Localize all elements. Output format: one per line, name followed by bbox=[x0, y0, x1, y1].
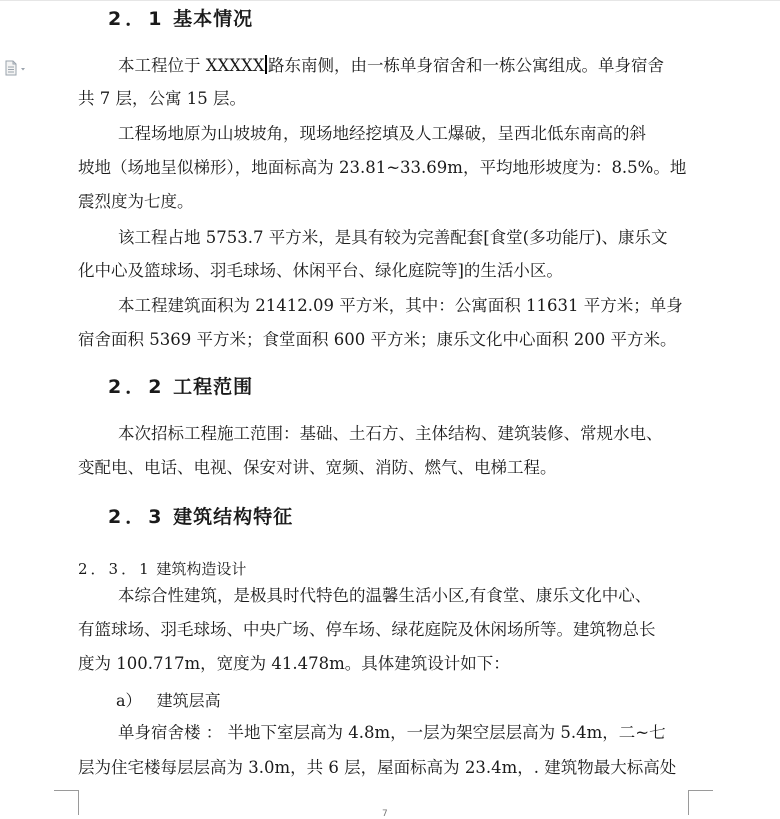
subsection-number: 2．3．1 bbox=[78, 560, 152, 578]
list-marker: a） bbox=[116, 691, 142, 710]
subsection-title: 建筑构造设计 bbox=[156, 560, 247, 578]
subsection-heading-2-3-1 bbox=[78, 558, 246, 579]
paragraph-line: 度为 100.717m，宽度为 41.478m。具体建筑设计如下： bbox=[78, 654, 510, 673]
page-corner-mark-right bbox=[688, 790, 713, 815]
section-number: 2．3 bbox=[108, 506, 166, 528]
section-title: 基本情况 bbox=[173, 8, 254, 30]
section-heading-2-3 bbox=[108, 502, 293, 529]
paragraph-line bbox=[118, 55, 664, 76]
section-title: 建筑结构特征 bbox=[173, 506, 294, 528]
paragraph-line: 变配电、电话、电视、保安对讲、宽频、消防、燃气、电梯工程。 bbox=[78, 458, 557, 477]
section-heading-2-1 bbox=[108, 4, 253, 31]
text-cursor bbox=[265, 55, 267, 74]
section-heading-2-2 bbox=[108, 372, 253, 399]
section-title: 工程范围 bbox=[173, 376, 254, 398]
paragraph-line: 单身宿舍楼 ： 半地下室层高为 4.8m，一层为架空层层高为 5.4m，二~七 bbox=[118, 723, 666, 742]
paragraph-line: 有篮球场、羽毛球场、中央广场、停车场、绿花庭院及休闲场所等。建筑物总长 bbox=[78, 620, 656, 639]
paragraph-line: 工程场地原为山坡坡角，现场地经挖填及人工爆破，呈西北低东南高的斜 bbox=[118, 124, 646, 143]
paragraph-line: 坡地（场地呈似梯形），地面标高为 23.81~33.69m，平均地形坡度为：8.5%。地 bbox=[78, 158, 687, 177]
page-number: 7 bbox=[382, 809, 388, 819]
page-corner-mark-left bbox=[54, 790, 79, 815]
text-run: 路东南侧，由一栋单身宿舍和一栋公寓组成。单身宿舍 bbox=[267, 56, 664, 75]
list-item-text: 建筑层高 bbox=[156, 691, 221, 710]
paragraph-line: 本次招标工程施工范围：基础、土石方、主体结构、建筑装修、常规水电、 bbox=[118, 424, 663, 443]
paragraph-line: 本综合性建筑，是极具时代特色的温馨生活小区,有食堂、康乐文化中心、 bbox=[118, 586, 652, 605]
paragraph-line: 宿舍面积 5369 平方米；食堂面积 600 平方米；康乐文化中心面积 200 平方米。 bbox=[78, 330, 677, 349]
paragraph-line: 共 7 层，公寓 15 层。 bbox=[78, 89, 246, 108]
list-item-a bbox=[116, 688, 221, 711]
section-number: 2．1 bbox=[108, 8, 166, 30]
paragraph-line: 本工程建筑面积为 21412.09 平方米，其中：公寓面积 11631 平方米；单身 bbox=[118, 296, 683, 315]
paragraph-line: 震烈度为七度。 bbox=[78, 192, 194, 211]
section-number: 2．2 bbox=[108, 376, 166, 398]
paragraph-line: 化中心及篮球场、羽毛球场、休闲平台、绿化庭院等]的生活小区。 bbox=[78, 261, 563, 280]
text-run: 本工程位于 XXXXX bbox=[118, 56, 265, 75]
paragraph-line: 层为住宅楼每层层高为 3.0m，共 6 层，屋面标高为 23.4m，. 建筑物最大标高处 bbox=[78, 758, 677, 777]
paragraph-line: 该工程占地 5753.7 平方米，是具有较为完善配套[食堂(多功能厅)、康乐文 bbox=[118, 228, 668, 247]
